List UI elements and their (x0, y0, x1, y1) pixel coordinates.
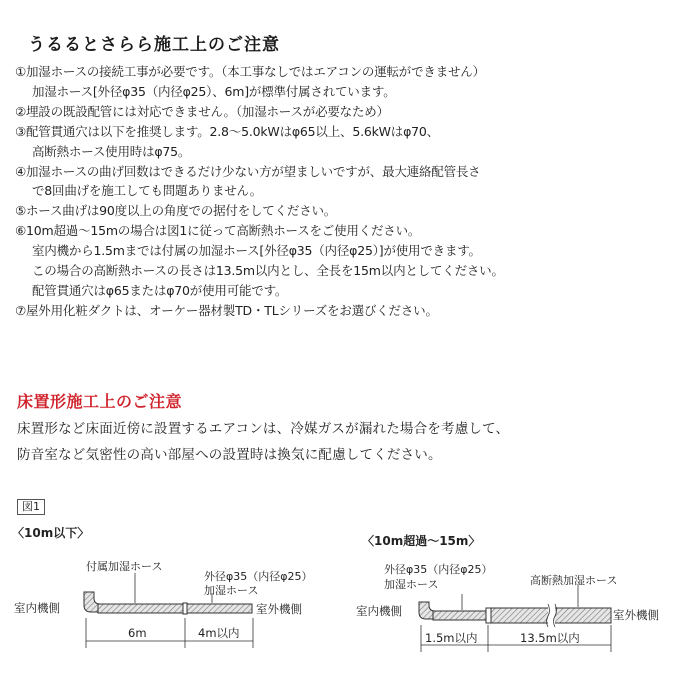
note-line: 配管貫通穴はφ65またはφ70が使用可能です。 (32, 282, 288, 298)
note-line: ①加湿ホースの接続工事が必要です。（本工事なしではエアコンの運転ができません） (15, 64, 485, 79)
figure-label: 図1 (17, 499, 45, 515)
note-line: ⑦屋外用化粧ダクトは、オーケー器材製TD・TLシリーズをお選びください。 (15, 302, 438, 318)
right-hose-label: 加湿ホース (384, 578, 439, 591)
note-line: 加湿ホース[外径φ35（内径φ25）、6m]が標準付属されています。 (32, 83, 396, 99)
right-length-13-5m: 13.5m以内 (520, 631, 580, 645)
right-insulated-hose-label: 高断熱加湿ホース (530, 574, 618, 587)
right-outer-diameter-label: 外径φ35（内径φ25） (384, 563, 493, 576)
right-hose-1-5m (433, 611, 486, 620)
left-diagram (14, 559, 313, 648)
left-attached-hose-label: 付属加湿ホース (86, 560, 163, 573)
left-hose-joint (183, 603, 187, 614)
note-line: ⑥10m超過～15mの場合は図1に従って高断熱ホースをご使用ください。 (15, 223, 421, 239)
note-line: で8回曲げを施工しても問題ありません。 (32, 183, 262, 199)
right-outdoor-label: 室外機側 (613, 608, 659, 622)
left-hose-label: 加湿ホース (204, 584, 259, 597)
left-diagram-heading: 〈10m以下〉 (12, 526, 90, 540)
right-indoor-label: 室内機側 (356, 604, 402, 618)
floor-line: 防音室など気密性の高い部屋への設置時は換気に配慮してください。 (17, 447, 442, 463)
note-line: 室内機から1.5mまでは付属の加湿ホース[外径φ35（内径φ25）]が使用できます。 (32, 243, 481, 259)
floor-line: 床置形など床面近傍に設置するエアコンは、冷媒ガスが漏れた場合を考慮して、 (17, 421, 510, 437)
left-length-4m: 4m以内 (198, 626, 240, 640)
note-line: ③配管貫通穴は以下を推奨します。2.8～5.0kWはφ65以上、5.6kWはφ70、 (15, 123, 439, 139)
left-outer-diameter-label: 外径φ35（内径φ25） (204, 570, 313, 583)
left-hose-6m (98, 604, 184, 613)
floor-section-title: 床置形施工上のご注意 (17, 392, 183, 411)
page-title: うるるとさらら施工上のご注意 (28, 35, 280, 55)
right-hose-joint (486, 608, 491, 623)
left-length-6m: 6m (128, 626, 147, 640)
note-line: ②埋設の既設配管には対応できません。（加湿ホースが必要なため） (15, 103, 389, 119)
right-length-1-5m: 1.5m以内 (425, 631, 478, 645)
note-line: ④加湿ホースの曲げ回数はできるだけ少ない方が望ましいですが、最大連絡配管長さ (15, 163, 481, 179)
right-diagram (356, 562, 659, 652)
right-diagram-heading: 〈10m超過～15m〉 (362, 534, 481, 548)
note-line: この場合の高断熱ホースの長さは13.5m以内とし、全長を15m以内としてください。 (32, 263, 504, 279)
left-indoor-label: 室内機側 (14, 601, 60, 615)
note-line: ⑤ホース曲げは90度以上の角度での据付をしてください。 (15, 203, 337, 219)
left-hose-4m (187, 604, 252, 613)
note-line: 高断熱ホース使用時はφ75。 (32, 143, 191, 159)
left-outdoor-label: 室外機側 (256, 602, 302, 616)
